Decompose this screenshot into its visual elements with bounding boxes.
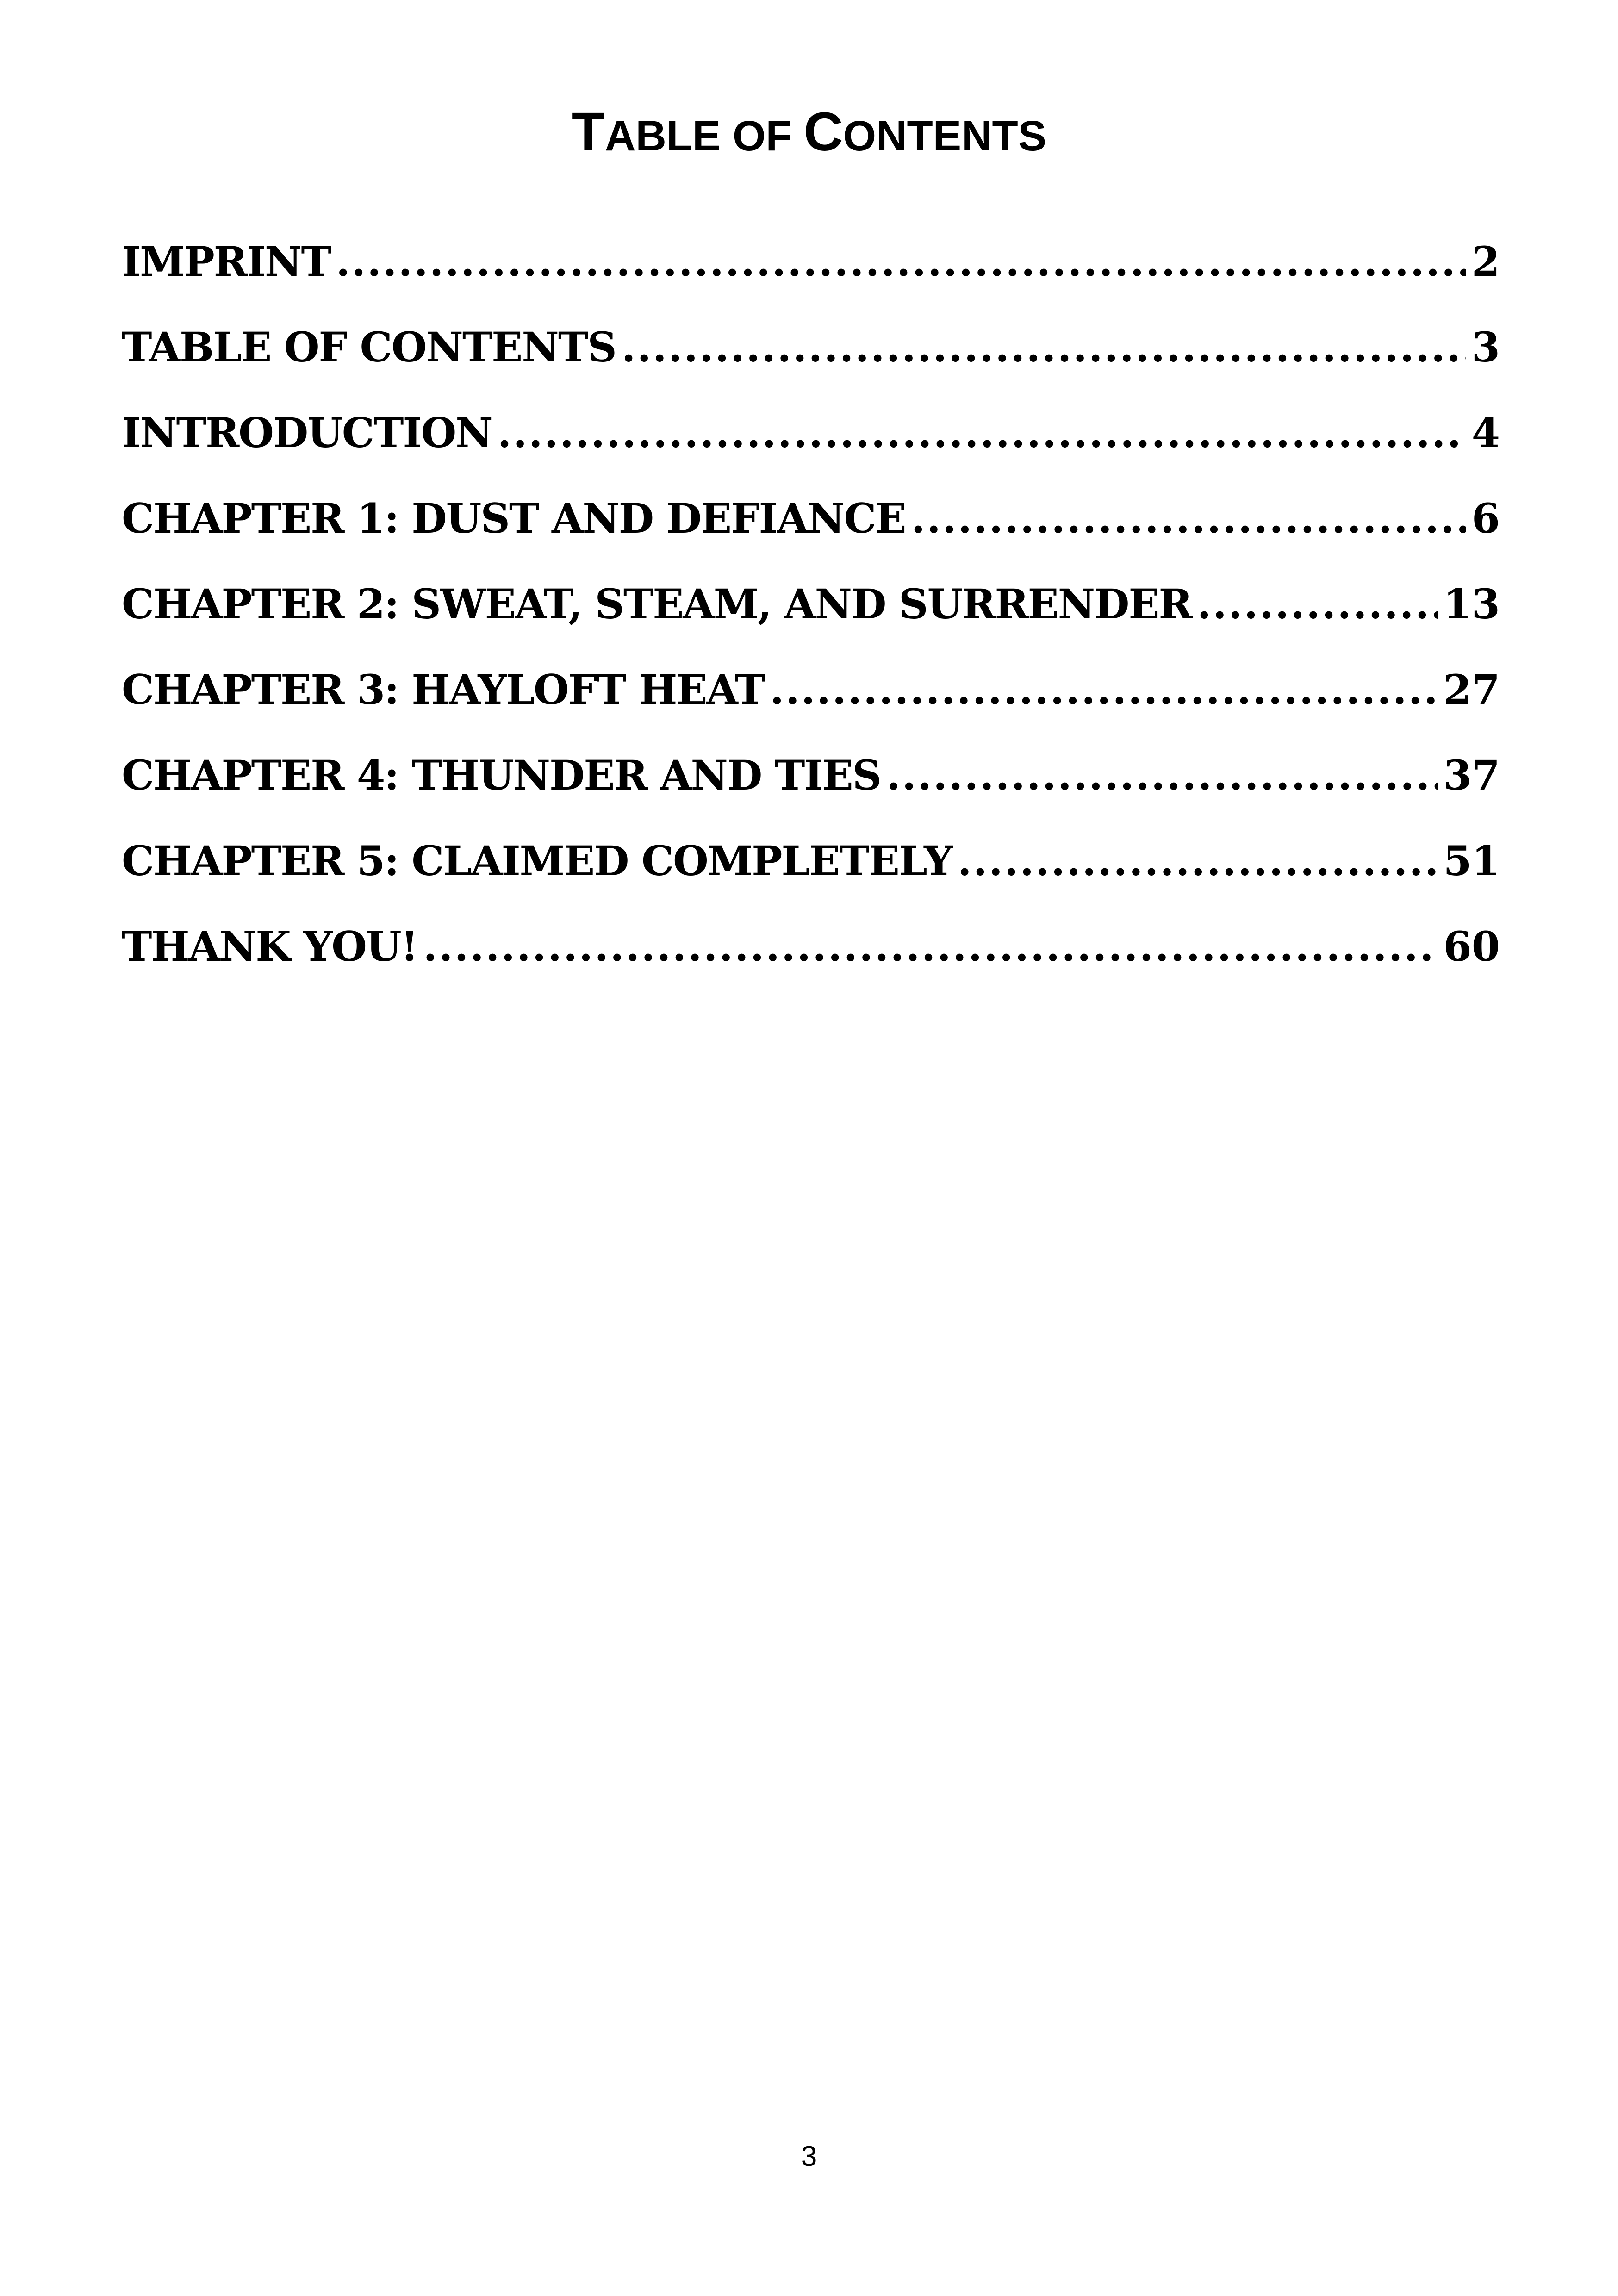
- toc-entry-label: IMPRINT: [122, 237, 330, 286]
- toc-entry-page: 37: [1443, 751, 1500, 799]
- title-initial-t: T: [571, 101, 605, 162]
- toc-entry-label: INTRODUCTION: [122, 409, 492, 457]
- toc-entry-page: 51: [1443, 837, 1500, 885]
- dot-leader: [958, 826, 1438, 896]
- toc-entry-label: TABLE OF CONTENTS: [122, 323, 616, 371]
- dot-leader: [886, 740, 1438, 810]
- dot-leader: [911, 484, 1466, 553]
- toc-entry-chapter-3[interactable]: [122, 655, 1500, 740]
- dot-leader: [336, 227, 1466, 296]
- toc-entry-page: 3: [1471, 323, 1500, 371]
- toc-entry-chapter-1[interactable]: [122, 484, 1500, 569]
- page-title: [0, 100, 1618, 168]
- toc-entry-page: 2: [1471, 237, 1500, 286]
- toc-entry-table-of-contents[interactable]: [122, 312, 1500, 398]
- toc-list: [122, 227, 1500, 997]
- toc-entry-label: THANK YOU!: [122, 922, 418, 971]
- title-rest-table-of: ABLE OF: [604, 112, 804, 160]
- toc-entry-thank-you[interactable]: [122, 912, 1500, 997]
- dot-leader: [1197, 569, 1438, 639]
- dot-leader: [423, 912, 1438, 981]
- toc-entry-chapter-4[interactable]: [122, 740, 1500, 826]
- toc-entry-label: CHAPTER 3: HAYLOFT HEAT: [122, 666, 765, 714]
- toc-entry-label: CHAPTER 5: CLAIMED COMPLETELY: [122, 837, 952, 885]
- toc-entry-page: 27: [1443, 666, 1500, 714]
- toc-entry-page: 6: [1471, 494, 1500, 542]
- dot-leader: [498, 398, 1466, 467]
- toc-entry-chapter-5[interactable]: [122, 826, 1500, 912]
- toc-entry-imprint[interactable]: [122, 227, 1500, 312]
- title-rest-contents: ONTENTS: [843, 112, 1047, 160]
- toc-entry-label: CHAPTER 2: SWEAT, STEAM, AND SURRENDER: [122, 580, 1192, 628]
- dot-leader: [770, 655, 1438, 724]
- toc-entry-page: 4: [1471, 409, 1500, 457]
- toc-entry-label: CHAPTER 4: THUNDER AND TIES: [122, 751, 881, 799]
- title-initial-c: C: [803, 101, 843, 162]
- toc-entry-page: 13: [1443, 580, 1500, 628]
- toc-entry-introduction[interactable]: [122, 398, 1500, 484]
- toc-entry-chapter-2[interactable]: [122, 569, 1500, 655]
- dot-leader: [622, 312, 1466, 382]
- toc-entry-page: 60: [1443, 922, 1500, 971]
- page-number: 3: [801, 2140, 817, 2172]
- toc-entry-label: CHAPTER 1: DUST AND DEFIANCE: [122, 494, 906, 542]
